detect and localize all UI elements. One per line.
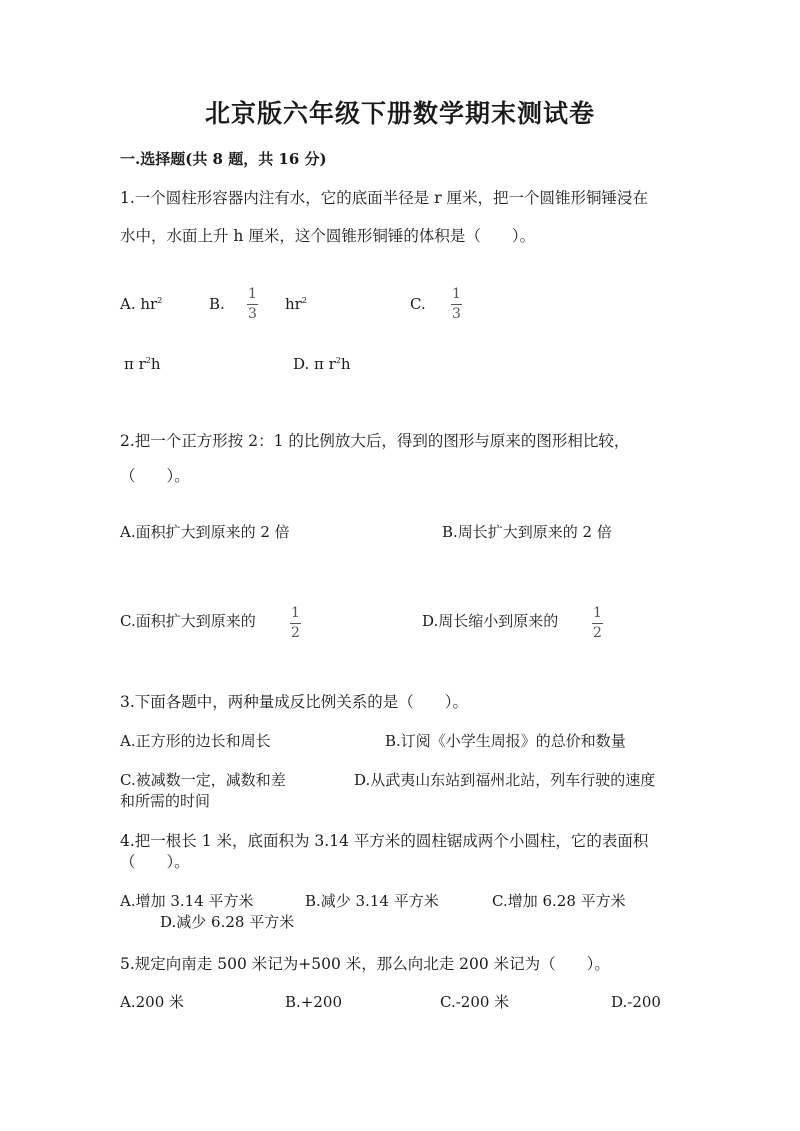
fraction-numerator: 1	[452, 286, 461, 302]
question-1-option-b-label[interactable]: B.	[209, 295, 225, 313]
question-1-option-b-text	[285, 294, 307, 314]
question-1-option-c-continued	[124, 354, 161, 374]
question-4-option-d[interactable]: D.减少 6.28 平方米	[160, 913, 295, 931]
fraction-denominator: 2	[593, 625, 602, 641]
section-heading: 一.选择题(共 8 题，共 16 分)	[120, 150, 327, 168]
fraction-denominator: 2	[291, 625, 300, 641]
question-2-option-d[interactable]: D.周长缩小到原来的	[422, 612, 559, 630]
question-3-option-c[interactable]: C.被减数一定，减数和差	[120, 771, 286, 789]
fraction-denominator: 3	[248, 306, 257, 322]
question-4-option-c[interactable]: C.增加 6.28 平方米	[492, 892, 626, 910]
question-4-option-b[interactable]: B.减少 3.14 平方米	[305, 892, 439, 910]
page-title: 北京版六年级下册数学期末测试卷	[204, 99, 595, 128]
fraction-one-third	[247, 287, 258, 322]
question-5-line-1: 5.规定向南走 500 米记为+500 米，那么向北走 200 米记为（ ）。	[120, 955, 610, 973]
question-2-line-1: 2.把一个正方形按 2：1 的比例放大后，得到的图形与原来的图形相比较，	[120, 432, 630, 450]
exponent: 2	[301, 296, 307, 305]
question-5-option-c[interactable]: C.-200 米	[440, 993, 510, 1011]
fraction-bar	[247, 304, 258, 305]
fraction-one-third	[451, 287, 462, 322]
question-1-option-d[interactable]	[293, 354, 351, 374]
fraction-bar	[290, 623, 301, 624]
option-a-text: A. hr	[120, 295, 158, 313]
fraction-one-half	[290, 606, 301, 641]
option-c-tail: h	[150, 355, 161, 373]
question-2-line-2: （ ）。	[120, 467, 190, 485]
fraction-bar	[592, 623, 603, 624]
fraction-one-half	[592, 606, 603, 641]
question-5-option-a[interactable]: A.200 米	[120, 993, 184, 1011]
option-c-text: π r	[124, 355, 146, 373]
question-1-option-a[interactable]	[120, 294, 162, 314]
question-4-line-2: （ ）。	[120, 853, 190, 871]
option-d-text: D. π r	[293, 355, 336, 373]
question-1-line-1: 1.一个圆柱形容器内注有水，它的底面半径是 r 厘米，把一个圆锥形铜锤浸在	[120, 189, 649, 207]
question-2-option-b[interactable]: B.周长扩大到原来的 2 倍	[442, 523, 612, 541]
question-2-option-c[interactable]: C.面积扩大到原来的	[120, 612, 256, 630]
exponent: 2	[335, 356, 341, 365]
question-5-option-d[interactable]: D.-200	[611, 993, 661, 1011]
question-4-option-a[interactable]: A.增加 3.14 平方米	[120, 892, 254, 910]
fraction-numerator: 1	[291, 605, 300, 621]
exponent: 2	[157, 296, 163, 305]
question-3-option-a[interactable]: A.正方形的边长和周长	[120, 732, 271, 750]
question-1-option-c-label[interactable]: C.	[410, 295, 426, 313]
question-5-option-b[interactable]: B.+200	[285, 993, 342, 1011]
question-4-line-1: 4.把一根长 1 米，底面积为 3.14 平方米的圆柱锯成两个小圆柱，它的表面积	[120, 832, 649, 850]
question-3-option-d-line-1[interactable]: D.从武夷山东站到福州北站，列车行驶的速度	[354, 771, 656, 789]
question-1-line-2: 水中，水面上升 h 厘米，这个圆锥形铜锤的体积是（ ）。	[120, 227, 536, 245]
question-2-option-a[interactable]: A.面积扩大到原来的 2 倍	[120, 523, 290, 541]
fraction-bar	[451, 304, 462, 305]
option-d-tail: h	[340, 355, 351, 373]
question-3-option-b[interactable]: B.订阅《小学生周报》的总价和数量	[385, 732, 626, 750]
fraction-denominator: 3	[452, 306, 461, 322]
question-3-option-d-line-2[interactable]: 和所需的时间	[120, 792, 211, 810]
option-b-text: hr	[285, 295, 302, 313]
exponent: 2	[145, 356, 151, 365]
fraction-numerator: 1	[248, 286, 257, 302]
question-3-line-1: 3.下面各题中，两种量成反比例关系的是（ ）。	[120, 693, 469, 711]
fraction-numerator: 1	[593, 605, 602, 621]
